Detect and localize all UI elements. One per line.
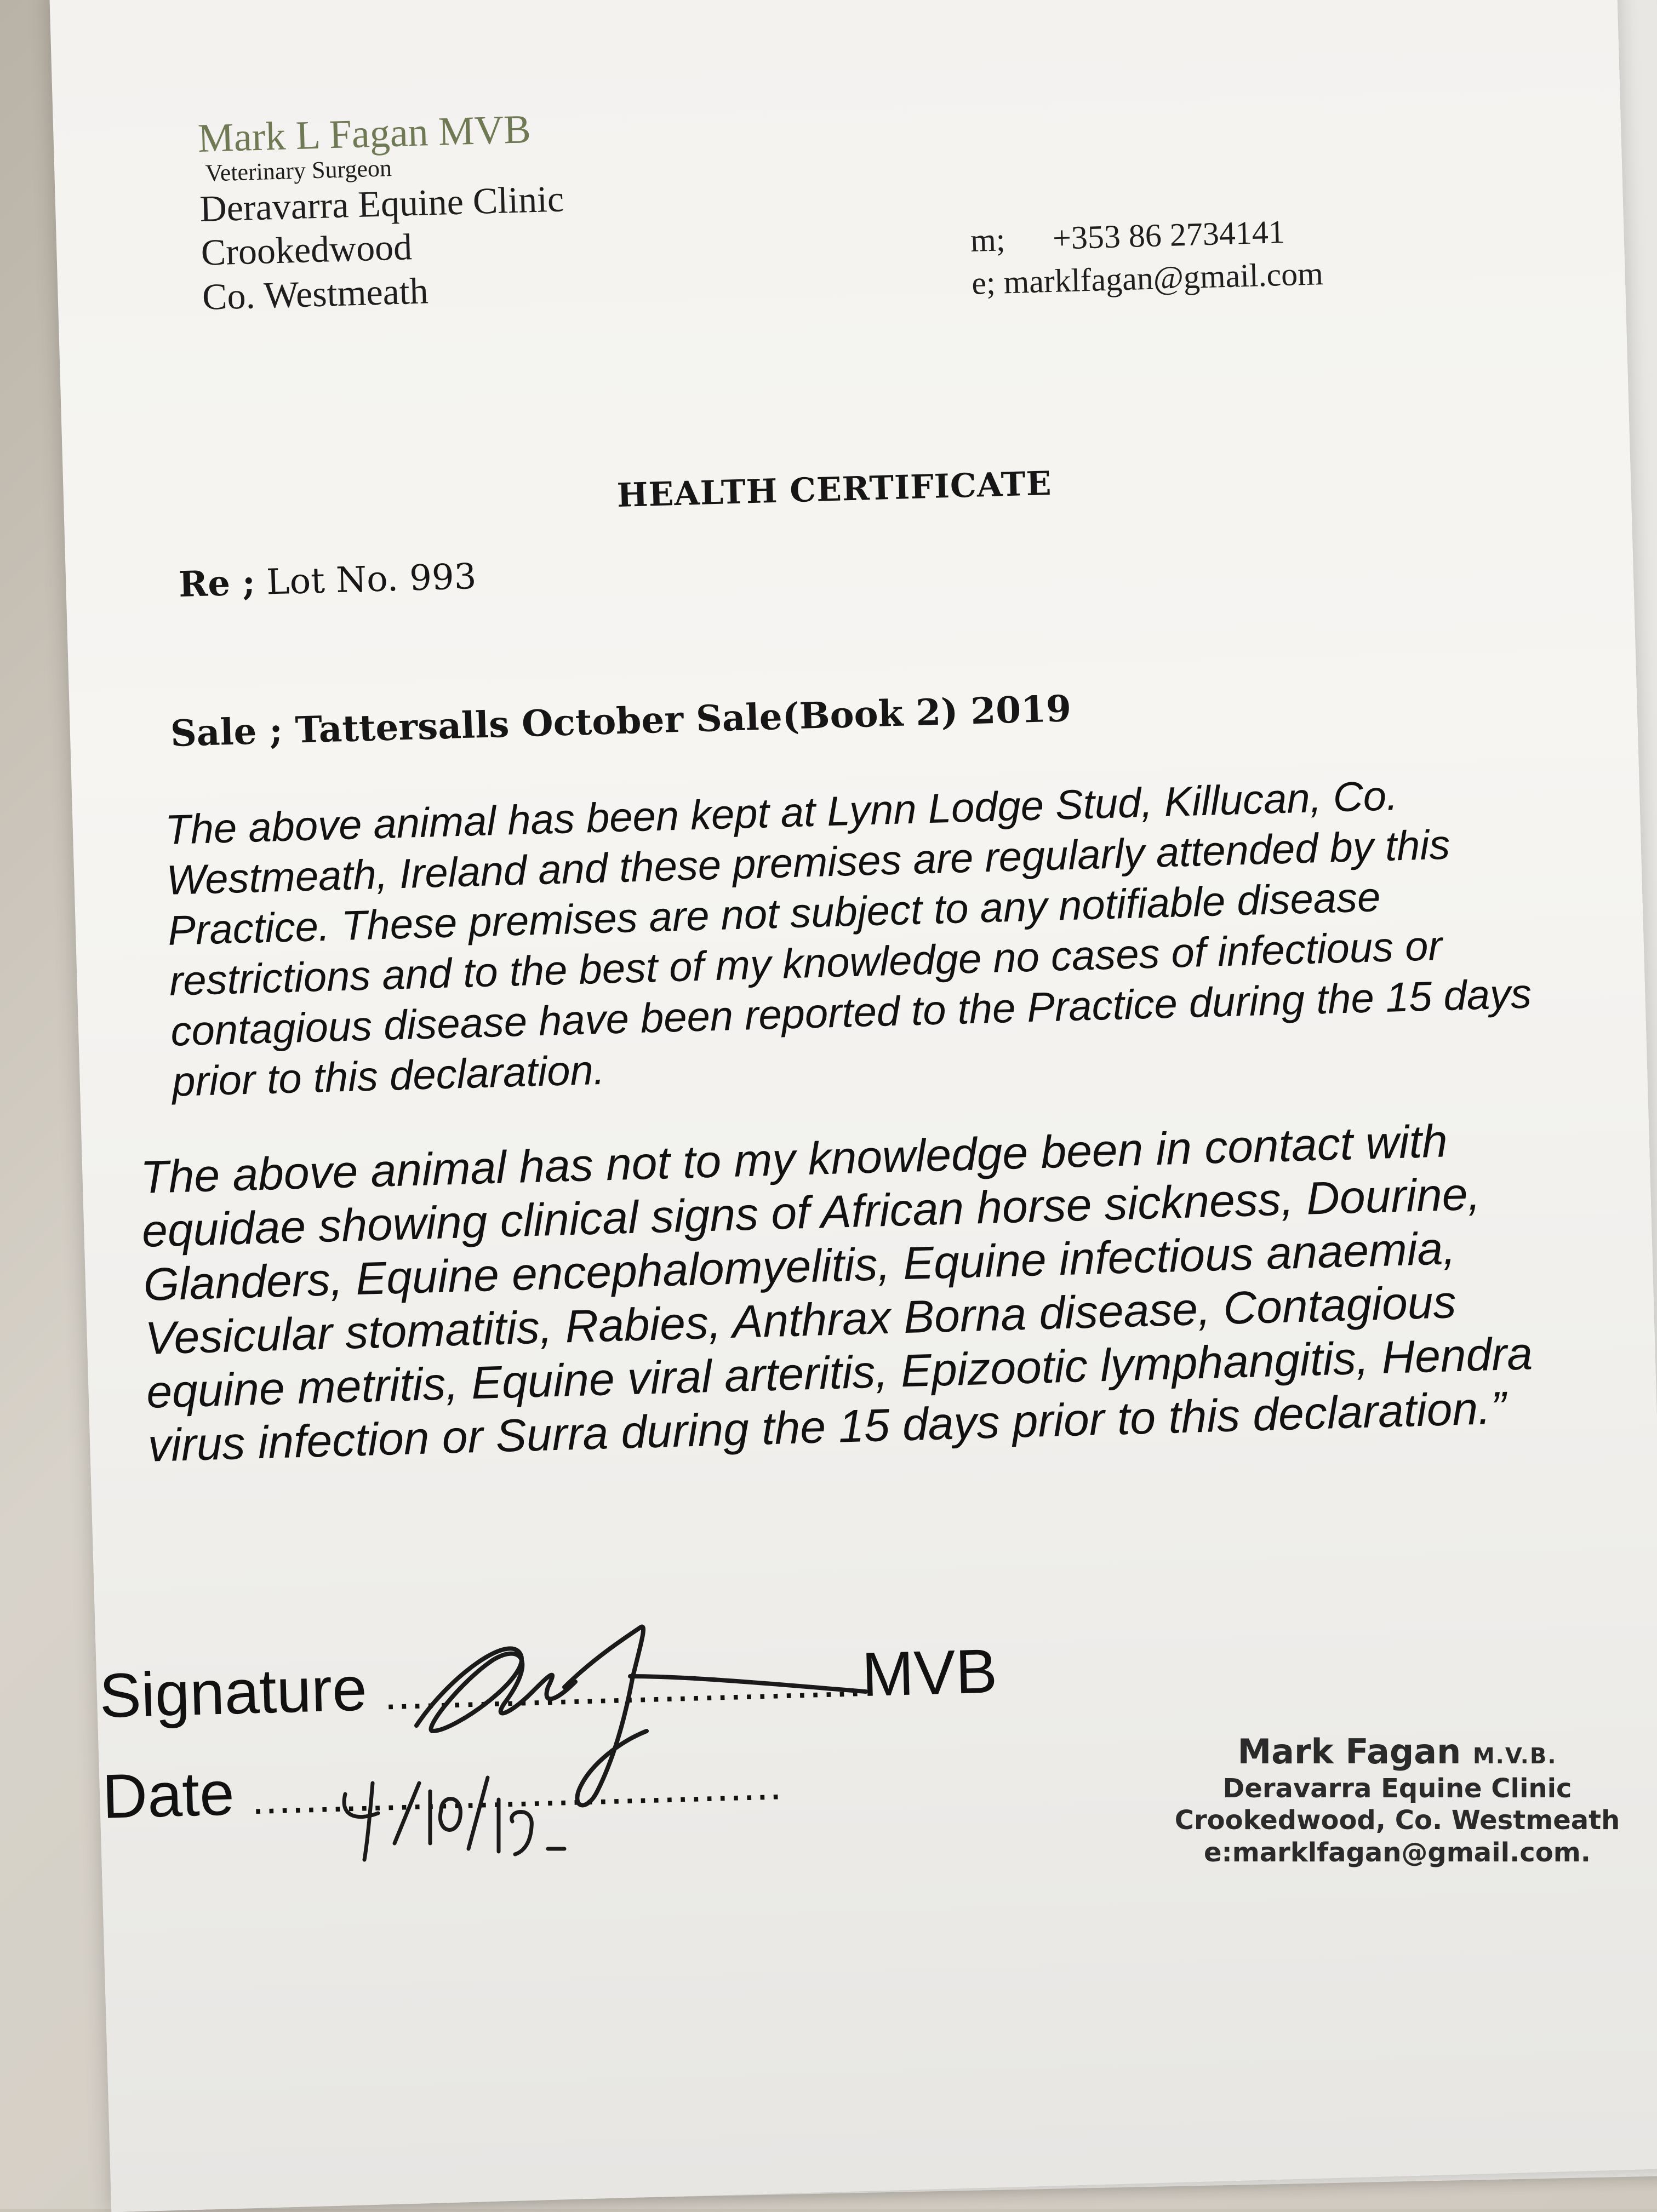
clinic-name: Deravarra Equine Clinic xyxy=(199,177,565,230)
premises-declaration: The above animal has been kept at Lynn Lodge Stud, Killucan, Co. Westmeath, Ireland and these premises are regularly attended by this Practice. These premises are not subject to any notifiable disease restrictions and to the best of my knowledge no cases of infectious or contagious disease have been reported to the Practice during the 15 days prior to this declaration. xyxy=(164,772,1533,1105)
sale-name: Tattersalls October Sale(Book 2) 2019 xyxy=(294,687,1072,752)
stamp-email: e:marklfagan@gmail.com. xyxy=(1204,1837,1591,1868)
contact-declaration: The above animal has not to my knowledge been in contact with equidae showing clinical signs of African horse sickness, Dourine, Glanders, Equine encephalomyelitis, Equine infectious anaemia, Vesicular stomatitis, Rabies, Anthrax Borna disease, Contagious equine metritis, Equine viral arteritis, Epizootic lymphangitis, Hendra virus infection or Surra during the 15 days prior to this declaration.” xyxy=(140,1115,1534,1471)
letterhead xyxy=(197,107,567,318)
signature-dots: .................................... xyxy=(384,1657,863,1719)
stamp-address: Crookedwood, Co. Westmeath xyxy=(1174,1805,1620,1836)
email-label: e; xyxy=(971,264,996,301)
stamp-name-row xyxy=(1151,1731,1644,1773)
vet-name: Mark L Fagan MVB xyxy=(197,107,532,161)
email-row xyxy=(971,252,1324,305)
clinic-town: Crookedwood xyxy=(200,226,413,274)
re-label: Re ; xyxy=(178,562,256,605)
date-label: Date xyxy=(101,1758,236,1832)
email-address: marklfagan@gmail.com xyxy=(1003,255,1324,301)
signature-label: Signature xyxy=(98,1654,368,1731)
mobile-number: +353 86 2734141 xyxy=(1052,213,1285,256)
clinic-stamp xyxy=(1151,1731,1644,1869)
contact-block xyxy=(970,209,1324,305)
re-line xyxy=(178,556,477,605)
sale-line xyxy=(170,687,1072,755)
lot-number: Lot No. 993 xyxy=(266,556,477,603)
stamp-clinic: Deravarra Equine Clinic xyxy=(1222,1773,1572,1804)
clinic-county: Co. Westmeath xyxy=(202,269,429,318)
mobile-label: m; xyxy=(970,221,1006,259)
sale-label: Sale ; xyxy=(170,709,283,755)
signature-suffix: MVB xyxy=(861,1636,998,1710)
handwritten-date-ink xyxy=(323,1761,630,1871)
stamp-name: Mark Fagan xyxy=(1237,1732,1461,1772)
date-dots: ........................................ xyxy=(251,1760,784,1824)
stamp-qualification: M.V.B. xyxy=(1472,1744,1557,1769)
document-title: HEALTH CERTIFICATE xyxy=(616,464,1053,515)
vet-role: Veterinary Surgeon xyxy=(205,154,392,187)
handwritten-date xyxy=(323,1761,630,1871)
